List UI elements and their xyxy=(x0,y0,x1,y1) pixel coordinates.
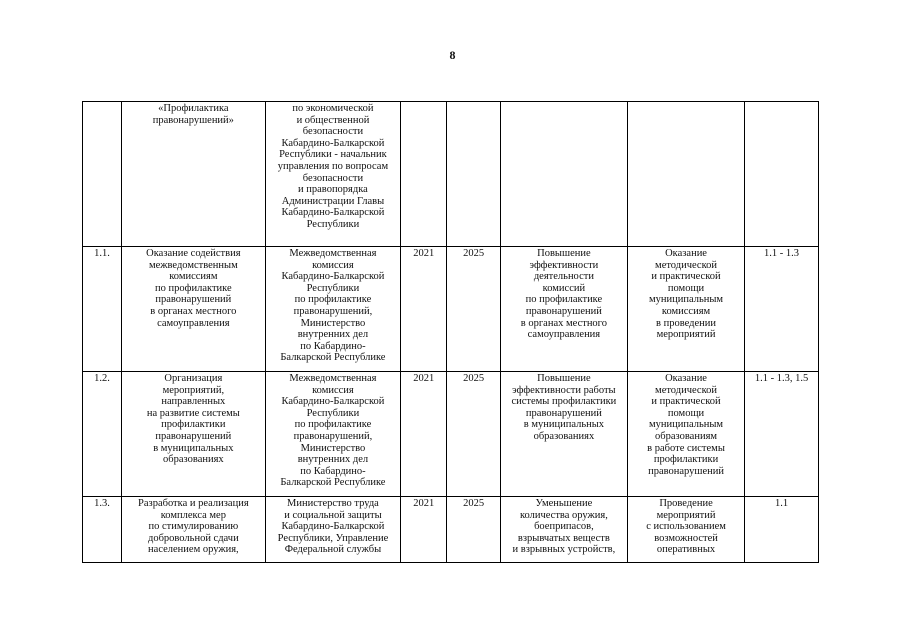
page-number: 8 xyxy=(449,48,456,62)
cell-number xyxy=(83,102,122,247)
cell-indicator-link: 1.1 - 1.3, 1.5 xyxy=(745,372,819,497)
table-row xyxy=(83,497,819,563)
cell-activity: «Профилактика правонарушений» xyxy=(122,102,266,247)
cell-executor: Межведомственная комиссия Кабардино-Балкарской Республики по профилактике правонарушений, Министерство внутренних дел по Кабардино- Балкарской Республике xyxy=(265,372,400,497)
cell-end-year xyxy=(447,102,500,247)
cell-executor: Министерство труда и социальной защиты Кабардино-Балкарской Республики, Управление Федеральной службы xyxy=(265,497,400,563)
cell-outcome: Проведение мероприятий с использованием возможностей оперативных xyxy=(628,497,745,563)
cell-executor: по экономической и общественной безопасности Кабардино-Балкарской Республики - начальник управления по вопросам безопасности и правопорядка Администрации Главы Кабардино-Балкарской Республики xyxy=(265,102,400,247)
cell-outcome xyxy=(628,102,745,247)
cell-executor: Межведомственная комиссия Кабардино-Балкарской Республики по профилактике правонарушений, Министерство внутренних дел по Кабардино- Балкарской Республике xyxy=(265,247,400,372)
cell-number: 1.1. xyxy=(83,247,122,372)
cell-start-year: 2021 xyxy=(401,247,447,372)
cell-number: 1.2. xyxy=(83,372,122,497)
cell-end-year: 2025 xyxy=(447,497,500,563)
cell-outcome: Оказание методической и практической помощи муниципальным образованиям в работе системы профилактики правонарушений xyxy=(628,372,745,497)
cell-result: Повышение эффективности работы системы профилактики правонарушений в муниципальных образованиях xyxy=(500,372,627,497)
program-activities-table xyxy=(82,101,819,563)
cell-end-year: 2025 xyxy=(447,247,500,372)
cell-number: 1.3. xyxy=(83,497,122,563)
table-row xyxy=(83,247,819,372)
cell-activity: Оказание содействия межведомственным комиссиям по профилактике правонарушений в органах местного самоуправления xyxy=(122,247,266,372)
cell-indicator-link: 1.1 xyxy=(745,497,819,563)
cell-indicator-link: 1.1 - 1.3 xyxy=(745,247,819,372)
cell-activity: Разработка и реализация комплекса мер по стимулированию добровольной сдачи населением оружия, xyxy=(122,497,266,563)
cell-activity: Организация мероприятий, направленных на развитие системы профилактики правонарушений в муниципальных образованиях xyxy=(122,372,266,497)
cell-end-year: 2025 xyxy=(447,372,500,497)
cell-start-year: 2021 xyxy=(401,372,447,497)
cell-result: Повышение эффективности деятельности комиссий по профилактике правонарушений в органах местного самоуправления xyxy=(500,247,627,372)
cell-start-year: 2021 xyxy=(401,497,447,563)
cell-indicator-link xyxy=(745,102,819,247)
cell-result xyxy=(500,102,627,247)
cell-start-year xyxy=(401,102,447,247)
cell-outcome: Оказание методической и практической помощи муниципальным комиссиям в проведении мероприятий xyxy=(628,247,745,372)
table-row xyxy=(83,372,819,497)
cell-result: Уменьшение количества оружия, боеприпасов, взрывчатых веществ и взрывных устройств, xyxy=(500,497,627,563)
table-row xyxy=(83,102,819,247)
